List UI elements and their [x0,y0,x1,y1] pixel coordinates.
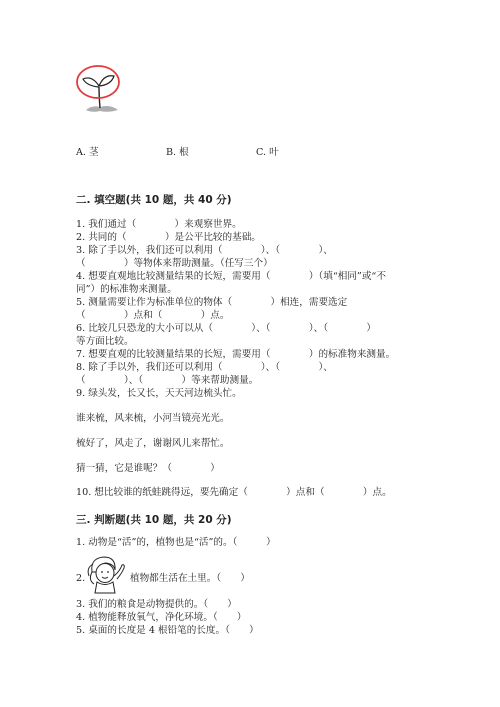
fill-line: 8. 除了手以外，我们还可以利用（ ）、（ ）、 [76,362,333,373]
fill-line: 4. 想要直观地比较测量结果的长短，需要用（ ）（填“相同”或“不 [76,271,386,282]
judge-line: 3. 我们的粮食是动物提供的。（ ） [76,599,237,610]
girl-illustration [86,554,128,594]
option-b: B. 根 [166,147,189,158]
judge-q1: 1. 动物是“活”的，植物也是“活”的。（ ） [76,537,276,548]
fill-line: 6. 比较几只恐龙的大小可以从（ ）、（ ）、（ ） [76,323,377,334]
judge-q2-number: 2. [76,573,86,584]
section3-header: 三. 判断题(共 10 题，共 20 分) [76,514,232,526]
option-c: C. 叶 [256,147,279,158]
fill-line: 7. 想要直观的比较测量结果的长短，需要用（ ）的标准物来测量。 [76,349,396,360]
fill-q10: 10. 想比较谁的纸蛙跳得远，要先确定（ ）点和（ ）点。 [76,487,392,498]
judge-q2-text: 植物都生活在土里。（ ） [130,573,250,584]
fill-line: 3. 除了手以外，我们还可以利用（ ）、（ ）、 [76,245,333,256]
fill-line: 9. 绿头发，长又长，天天河边梳头忙。 [76,388,242,399]
riddle-line: 谁来梳，风来梳，小河当镜亮光光。 [76,413,230,424]
fill-line: 2. 共同的（ ）是公平比较的基础。 [76,232,261,243]
fill-line: 5. 测量需要让作为标准单位的物体（ ）相连，需要选定 [76,297,348,308]
plant-sprout-image [74,60,126,118]
fill-line: （ ）点和（ ）点。 [76,310,230,321]
judge-line: 4. 植物能释放氧气，净化环境。（ ） [76,612,247,623]
judge-line: 5. 桌面的长度是 4 根铅笔的长度。（ ） [76,625,259,636]
riddle-line: 梳好了，风走了，谢谢风儿来帮忙。 [76,438,230,449]
fill-line: 同”）的标准物来测量。 [76,284,177,295]
riddle-line: 猜一猜，它是谁呢？（ ） [76,463,220,474]
fill-line: 1. 我们通过（ ）来观察世界。 [76,219,242,230]
fill-line: （ ）等物体来帮助测量。（任写三个） [76,258,273,269]
fill-line: （ ）、（ ）等来帮助测量。 [76,375,259,386]
option-a: A. 茎 [76,147,99,158]
section2-header: 二. 填空题(共 10 题，共 40 分) [76,194,232,206]
fill-line: 等方面比较。 [76,336,134,347]
